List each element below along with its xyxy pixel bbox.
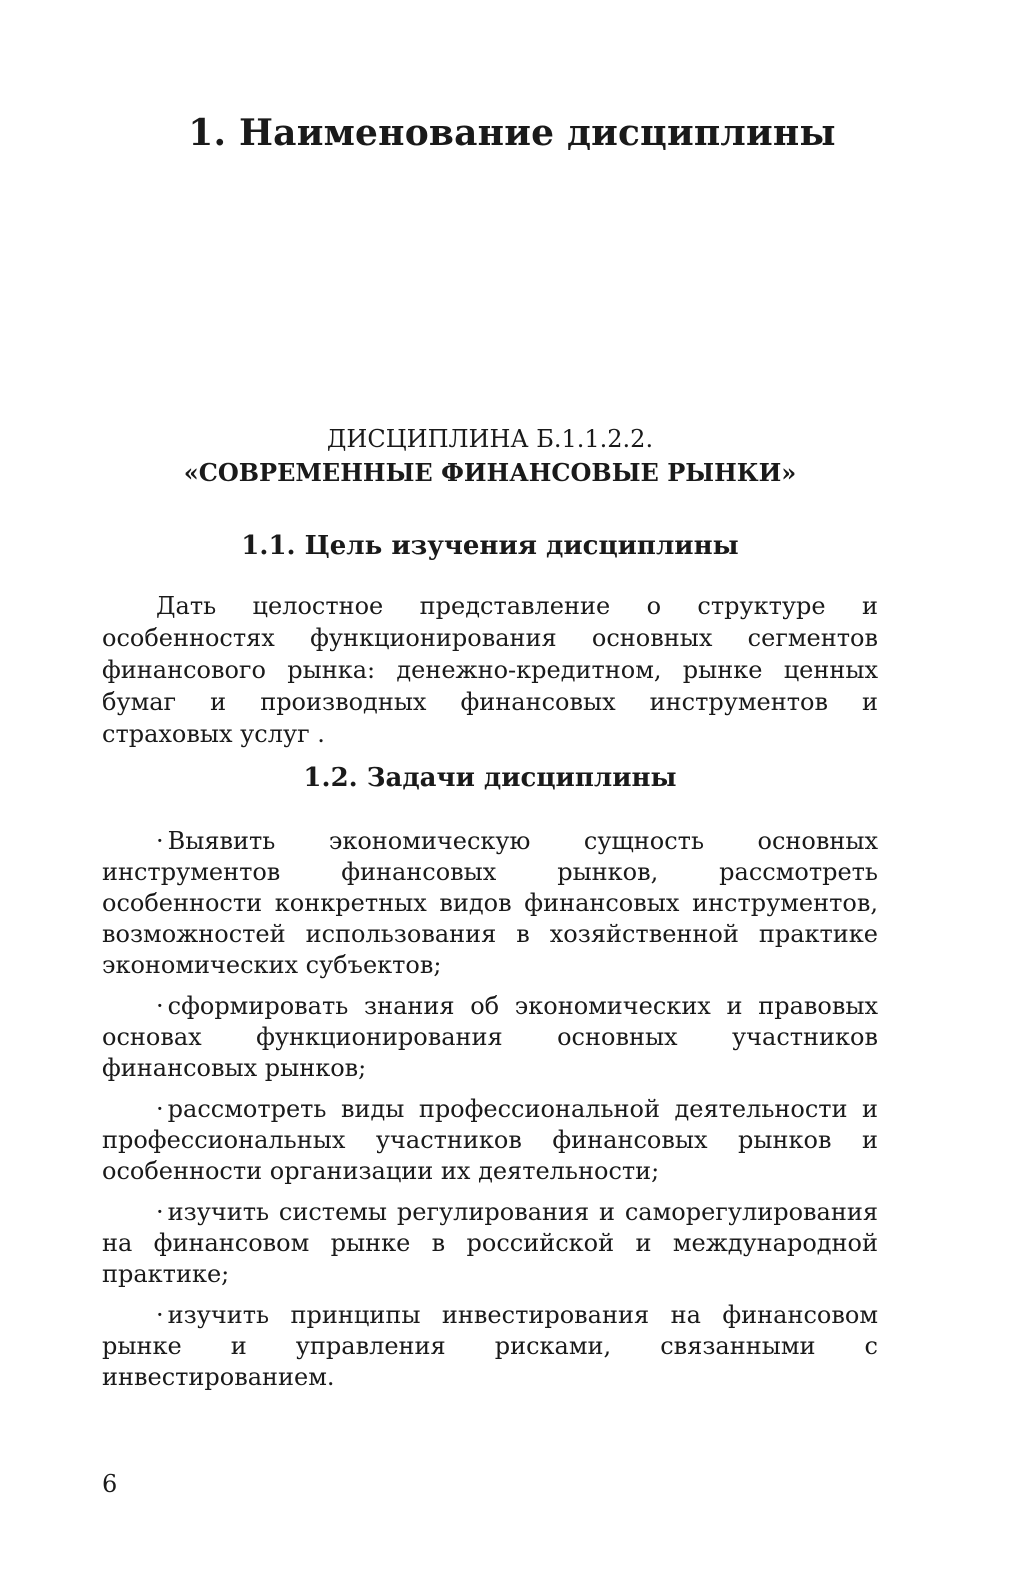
- section-tasks-heading: 1.2. Задачи дисциплины: [303, 763, 677, 793]
- list-item: [102, 991, 878, 1084]
- bullet-icon: ·: [156, 992, 164, 1020]
- task-text: рассмотреть виды профессиональной деятельности и профессиональных участников финансовых рынков и особенности организации их деятельности;: [102, 1095, 878, 1185]
- chapter-title: 1. Наименование дисциплины: [188, 112, 836, 154]
- bullet-icon: ·: [156, 1095, 164, 1123]
- bullet-icon: ·: [156, 1301, 164, 1329]
- list-item: [102, 826, 878, 981]
- list-item: [102, 1094, 878, 1187]
- page-number: 6: [102, 1470, 118, 1498]
- bullet-icon: ·: [156, 827, 164, 855]
- discipline-name: «СОВРЕМЕННЫЕ ФИНАНСОВЫЕ РЫНКИ»: [183, 458, 797, 487]
- list-item: [102, 1197, 878, 1290]
- goal-paragraph: Дать целостное представление о структуре и особенностях функционирования основных сегментов финансового рынка: денежно-кредитном, рынке ценных бумаг и производных финансовых инструментов и страховых услуг .: [102, 592, 878, 748]
- list-item: [102, 1300, 878, 1393]
- discipline-code: ДИСЦИПЛИНА Б.1.1.2.2.: [326, 425, 654, 453]
- task-text: Выявить экономическую сущность основных инструментов финансовых рынков, рассмотреть особенности конкретных видов финансовых инструментов, возможностей использования в хозяйственной практике экономических субъектов;: [102, 827, 878, 979]
- bullet-icon: ·: [156, 1198, 164, 1226]
- task-text: изучить принципы инвестирования на финансовом рынке и управления рисками, связанными с инвестированием.: [102, 1301, 878, 1391]
- section-goal-heading: 1.1. Цель изучения дисциплины: [241, 531, 739, 561]
- task-list: [102, 826, 878, 1403]
- task-text: изучить системы регулирования и саморегулирования на финансовом рынке в российской и международной практике;: [102, 1198, 878, 1288]
- task-text: сформировать знания об экономических и правовых основах функционирования основных участников финансовых рынков;: [102, 992, 878, 1082]
